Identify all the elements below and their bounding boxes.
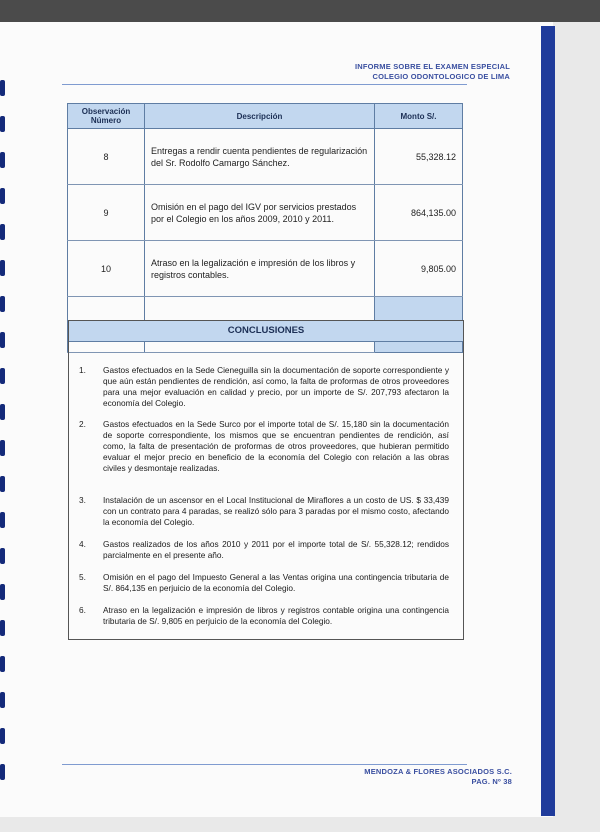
observations-table [67,103,463,353]
table-row [68,241,463,297]
firm-name: MENDOZA & FLORES ASOCIADOS S.C. [364,767,512,776]
observation-number: 8 [68,129,145,185]
page-number: PAG. Nº 38 [471,777,512,786]
header-line-1: INFORME SOBRE EL EXAMEN ESPECIAL [354,62,510,71]
conclusion-text: Gastos efectuados en la Sede Cieneguilla sin la documentación de soporte correspondiente y que aún están pendientes de rendición, así como, la falta de proformas de otros proveedores para una mejor evaluación en calidad y precio, por un importe de S/. 207,793 afectaron la economía del Colegio. [103,365,449,408]
observation-amount: 55,328.12 [375,129,463,185]
observation-amount: 864,135.00 [375,185,463,241]
list-item [79,495,449,528]
conclusion-text: Instalación de un ascensor en el Local Institucional de Miraflores a un costo de US. $ 33,439 con un contrato para 4 paradas, se realizó sólo para 3 paradas por el mismo costo, afectando la economía del Colegio. [103,495,449,527]
observation-description: Omisión en el pago del IGV por servicios prestados por el Colegio en los años 2009, 2010 y 2011. [145,185,375,241]
observation-amount: 9,805.00 [375,241,463,297]
conclusions-box [68,320,464,640]
table-header-row [68,104,463,129]
conclusion-number: 2. [79,419,86,429]
list-item [79,365,449,409]
conclusion-text: Gastos realizados de los años 2010 y 2011 por el importe total de S/. 55,328.12; rendidos parcialmente en el presente año. [103,539,449,560]
report-header [355,62,510,82]
list-item [79,572,449,594]
conclusion-text: Gastos efectuados en la Sede Surco por el importe total de S/. 15,180 sin la documentación de soporte correspondiente, los mismos que se encuentran pendientes de rendición, así como, la falta de presentación de proformas de otros proveedores, que hubieran permitido evaluar el mejor precio en beneficio de la economía del Colegio con relación a las obras civiles y desmontaje realizadas. [103,419,449,473]
observation-description: Entregas a rendir cuenta pendientes de regularización del Sr. Rodolfo Camargo Sánchez. [145,129,375,185]
spiral-binding [0,80,8,810]
conclusion-number: 4. [79,539,86,549]
conclusion-number: 3. [79,495,86,505]
footer-divider [62,764,467,765]
list-item [79,539,449,561]
conclusion-text: Atraso en la legalización e impresión de libros y registros contable origina una contingencia tributaria de S/. 9,805 en perjuicio de la economía del Colegio. [103,605,449,626]
table-row [68,129,463,185]
table-row [68,185,463,241]
report-footer [364,767,512,787]
column-header-descripcion: Descripción [145,104,375,129]
column-header-observacion: Observación Número [68,104,145,129]
list-item [79,419,449,474]
conclusion-number: 5. [79,572,86,582]
conclusion-number: 6. [79,605,86,615]
scan-background-top [0,0,600,22]
header-divider [62,84,467,85]
conclusion-text: Omisión en el pago del Impuesto General a las Ventas origina una contingencia tributaria de S/. 864,135 en perjuicio de la economía del Colegio. [103,572,449,593]
binding-cover-edge [541,26,555,816]
column-header-monto: Monto S/. [375,104,463,129]
list-item [79,605,449,627]
conclusions-title: CONCLUSIONES [69,321,463,342]
observation-number: 10 [68,241,145,297]
observation-description: Atraso en la legalización e impresión de los libros y registros contables. [145,241,375,297]
observation-number: 9 [68,185,145,241]
header-line-2: COLEGIO ODONTOLOGICO DE LIMA [372,72,510,81]
conclusion-number: 1. [79,365,86,375]
